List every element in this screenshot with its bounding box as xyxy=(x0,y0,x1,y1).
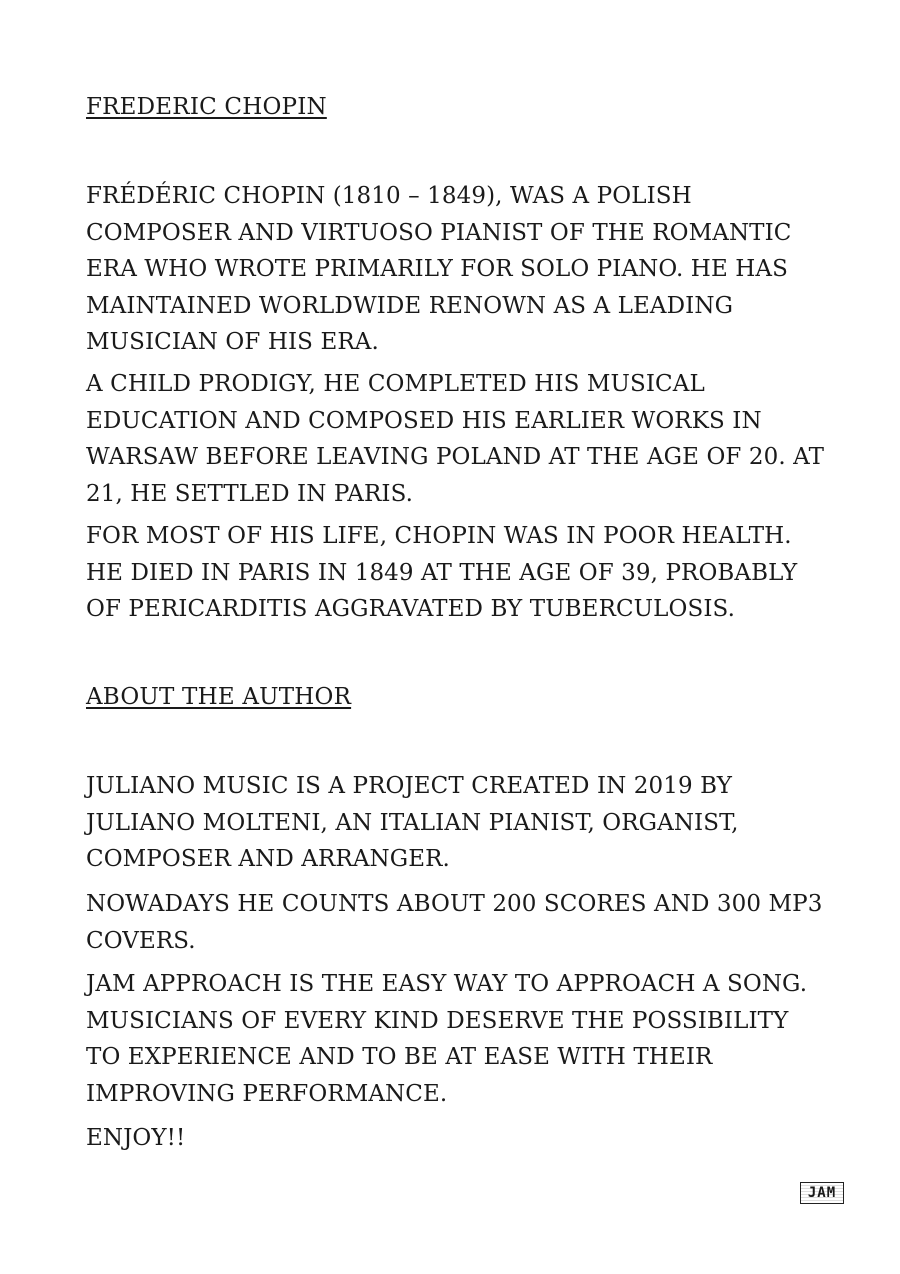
jam-logo: JAM xyxy=(800,1182,844,1204)
chopin-heading: FREDERIC CHOPIN xyxy=(86,94,327,120)
author-paragraph-3: JAM APPROACH IS THE EASY WAY TO APPROACH A SONG. MUSICIANS OF EVERY KIND DESERVE THE POSSIBILITY TO EXPERIENCE AND TO BE AT EASE WITH THEIR IMPROVING PERFORMANCE. xyxy=(86,971,808,1107)
author-paragraph-2: NOWADAYS HE COUNTS ABOUT 200 SCORES AND 300 MP3 COVERS. xyxy=(86,891,823,954)
author-paragraph-1: JULIANO MUSIC IS A PROJECT CREATED IN 2019 BY JULIANO MOLTENI, AN ITALIAN PIANIST, ORGANIST, COMPOSER AND ARRANGER. xyxy=(86,773,739,872)
chopin-paragraph-3: FOR MOST OF HIS LIFE, CHOPIN WAS IN POOR HEALTH. HE DIED IN PARIS IN 1849 AT THE AGE OF 39, PROBABLY OF PERICARDITIS AGGRAVATED BY TUBERCULOSIS. xyxy=(86,523,798,622)
about-author-heading: ABOUT THE AUTHOR xyxy=(86,684,352,710)
chopin-paragraph-1: FRÉDÉRIC CHOPIN (1810 – 1849), WAS A POLISH COMPOSER AND VIRTUOSO PIANIST OF THE ROMANTIC ERA WHO WROTE PRIMARILY FOR SOLO PIANO. HE HAS MAINTAINED WORLDWIDE RENOWN AS A LEADING MUSICIAN OF HIS ERA. xyxy=(86,183,792,355)
author-paragraph-4: ENJOY!! xyxy=(86,1125,186,1151)
chopin-paragraph-2: A CHILD PRODIGY, HE COMPLETED HIS MUSICAL EDUCATION AND COMPOSED HIS EARLIER WORKS IN WARSAW BEFORE LEAVING POLAND AT THE AGE OF 20. AT 21, HE SETTLED IN PARIS. xyxy=(86,371,825,507)
